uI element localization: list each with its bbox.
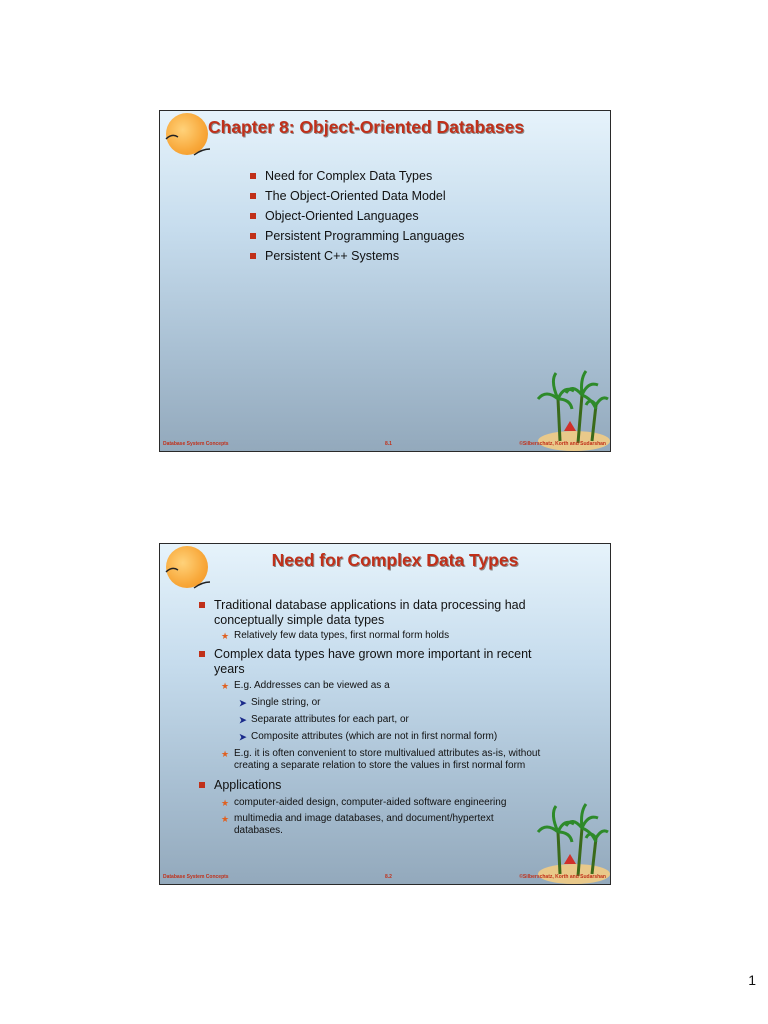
footer-left: Database System Concepts	[163, 441, 229, 447]
list-item: Need for Complex Data Types	[265, 169, 464, 184]
list-item: Persistent C++ Systems	[265, 249, 464, 264]
list-item: ➤ Single string, or	[239, 697, 321, 708]
bullet-list	[265, 169, 464, 269]
palm-island-icon	[530, 792, 610, 884]
star-bullet-icon: ★	[221, 798, 230, 808]
chevron-right-icon: ➤	[239, 698, 247, 708]
star-bullet-icon: ★	[221, 681, 230, 691]
slide-title: Chapter 8: Object-Oriented Databases	[208, 117, 525, 137]
list-item: ★ E.g. it is often convenient to store multivalued attributes as-is, without creating a separate relation to store the values in first normal form	[221, 748, 541, 771]
star-bullet-icon: ★	[221, 814, 230, 824]
list-item: Complex data types have grown more important in recent years	[214, 647, 544, 677]
footer-left: Database System Concepts	[163, 874, 229, 880]
chevron-right-icon: ➤	[239, 715, 247, 725]
list-item: Object-Oriented Languages	[265, 209, 464, 224]
footer-page: 8.2	[385, 874, 392, 880]
slide-1	[159, 110, 611, 452]
list-item: ★ Relatively few data types, first normal form holds	[221, 630, 450, 641]
list-item: Traditional database applications in data processing had conceptually simple data types	[214, 598, 544, 628]
list-item: ★ multimedia and image databases, and document/hypertext databases.	[221, 813, 494, 836]
list-item: ➤ Separate attributes for each part, or	[239, 714, 409, 725]
slide-body	[214, 598, 544, 837]
footer-right: ©Silberschatz, Korth and Sudarshan	[519, 441, 606, 447]
palm-island-icon	[530, 359, 610, 451]
footer-page: 8.1	[385, 441, 392, 447]
list-item: The Object-Oriented Data Model	[265, 189, 464, 204]
chevron-right-icon: ➤	[239, 732, 247, 742]
star-bullet-icon: ★	[221, 749, 230, 759]
list-item: ★ E.g. Addresses can be viewed as a	[221, 680, 390, 691]
list-item: Persistent Programming Languages	[265, 229, 465, 243]
list-item: ➤ Composite attributes (which are not in first normal form)	[239, 731, 498, 742]
slide-title: Need for Complex Data Types	[271, 550, 519, 570]
list-item: Applications	[214, 778, 544, 793]
star-bullet-icon: ★	[221, 631, 230, 641]
list-item: ★ computer-aided design, computer-aided software engineering	[221, 797, 507, 808]
page-number: 1	[748, 972, 756, 988]
slide-2	[159, 543, 611, 885]
footer-right: ©Silberschatz, Korth and Sudarshan	[519, 874, 606, 880]
